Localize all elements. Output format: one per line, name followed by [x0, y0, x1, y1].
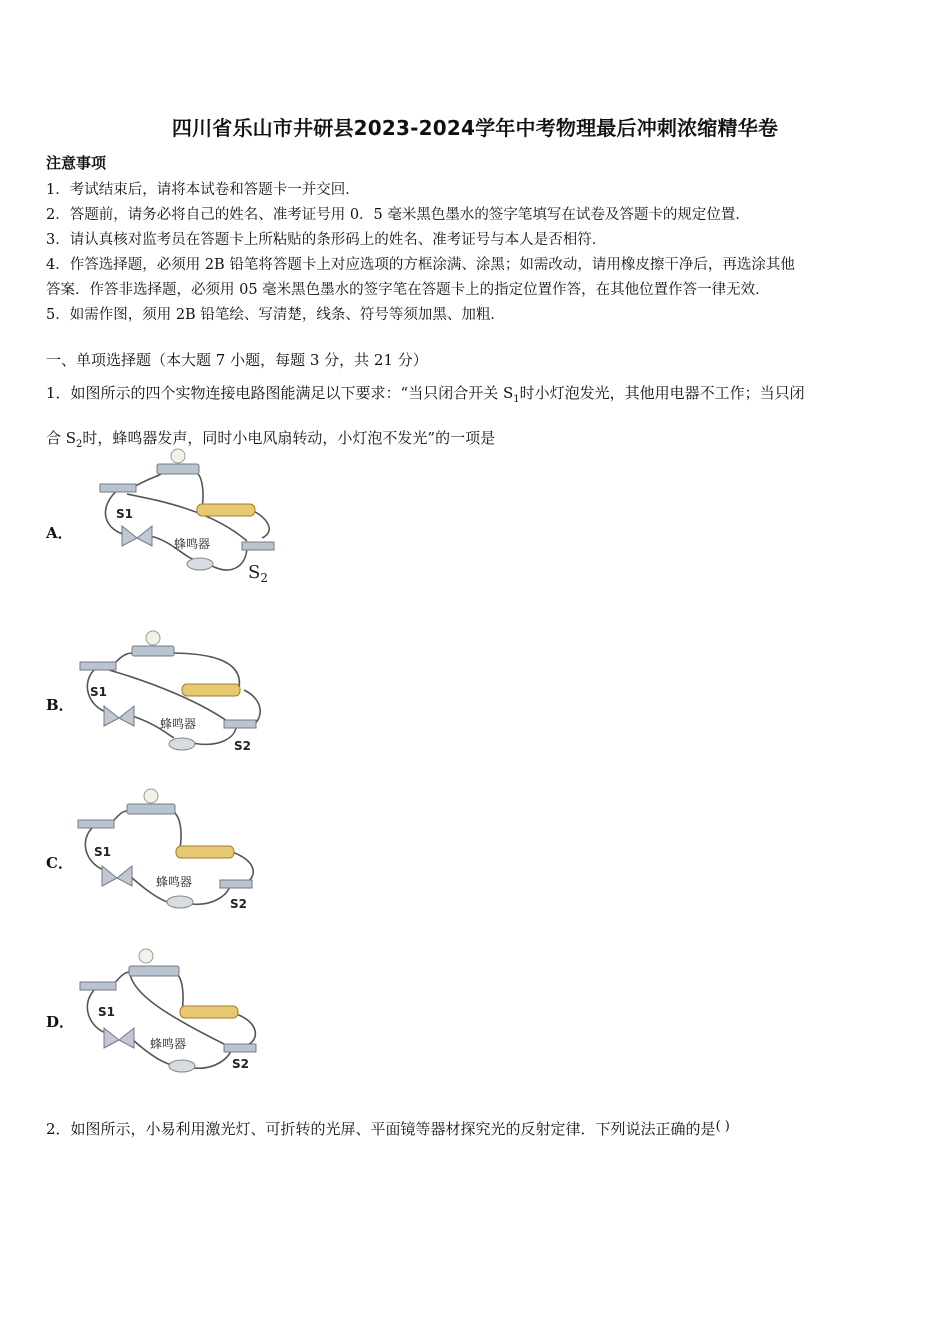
lamp-base [129, 966, 179, 976]
section-heading: 一、单项选择题（本大题 7 小题，每题 3 分，共 21 分） [46, 351, 428, 369]
switch-s1-label: S1 [94, 845, 111, 859]
fan-icon [122, 526, 152, 546]
switch-s1-icon [100, 484, 136, 492]
buzzer-label: 蜂鸣器 [174, 537, 211, 551]
option-a-label[interactable]: A． [46, 524, 73, 542]
notice-item: 1．考试结束后，请将本试卷和答题卡一并交回． [46, 182, 360, 198]
fan-icon [104, 1028, 134, 1048]
buzzer-icon [169, 738, 195, 750]
option-c-circuit [72, 786, 272, 916]
switch-s1-label: S1 [116, 507, 133, 521]
option-b-label[interactable]: B． [46, 696, 74, 714]
battery-icon [197, 504, 255, 516]
page-title: 四川省乐山市井研县2023-2024学年中考物理最后冲刺浓缩精华卷 [171, 116, 779, 140]
bulb-icon [144, 789, 158, 803]
switch-s2-label: S2 [232, 1057, 249, 1071]
buzzer-icon [169, 1060, 195, 1072]
lamp-base [157, 464, 199, 474]
fan-icon [104, 706, 134, 726]
switch-s2-icon [224, 1044, 256, 1052]
switch-s2-label: S2 [234, 739, 251, 753]
option-d-label[interactable]: D． [46, 1013, 75, 1031]
notice-item: 4．作答选择题，必须用 2B 铅笔将答题卡上对应选项的方框涂满、涂黑；如需改动，请用橡皮擦干净后，再选涂其他 [46, 257, 795, 273]
notice-item: 2．答题前，请务必将自己的姓名、准考证号用 0．5 毫米黑色墨水的签字笔填写在试卷及答题卡的规定位置． [46, 207, 750, 223]
fan-icon [102, 866, 132, 886]
question-2 [46, 1118, 730, 1139]
buzzer-icon [167, 896, 193, 908]
switch-s1-icon [80, 662, 116, 670]
switch-s2-icon [242, 542, 274, 550]
battery-icon [176, 846, 234, 858]
switch-s2-label: $S_2$ [248, 562, 268, 585]
buzzer-label: 蜂鸣器 [150, 1037, 187, 1051]
question-2-text: 2．如图所示，小易利用激光灯、可折转的光屏、平面镜等器材探究光的反射定律．下列说法正确的是 [46, 1120, 716, 1138]
buzzer-icon [187, 558, 213, 570]
bulb-icon [139, 949, 153, 963]
question-1-line-2: 合 $S_2$时，蜂鸣器发声，同时小电风扇转动，小灯泡不发光”的一项是 [46, 429, 496, 450]
notice-item: 答案．作答非选择题，必须用 05 毫米黑色墨水的签字笔在答题卡上的指定位置作答，在其他位置作答一律无效． [46, 282, 770, 298]
battery-icon [180, 1006, 238, 1018]
bulb-icon [146, 631, 160, 645]
switch-s2-label: S2 [230, 897, 247, 911]
notice-list [46, 178, 906, 328]
switch-s1-label: S1 [98, 1005, 115, 1019]
switch-s1-icon [78, 820, 114, 828]
answer-paren: ( ) [715, 1119, 730, 1134]
option-b-circuit [74, 628, 274, 758]
notice-heading: 注意事项 [46, 154, 107, 172]
buzzer-label: 蜂鸣器 [156, 875, 193, 889]
switch-s1-icon [80, 982, 116, 990]
switch-s1-label: S1 [90, 685, 107, 699]
battery-icon [182, 684, 240, 696]
bulb-icon [171, 449, 185, 463]
switch-s2-icon [220, 880, 252, 888]
lamp-base [127, 804, 175, 814]
option-c-label[interactable]: C． [46, 854, 73, 872]
question-1-line-1: 1．如图所示的四个实物连接电路图能满足以下要求：“当只闭合开关 $S_1$时小灯泡发光，其他用电器不工作；当只闭 [46, 384, 805, 405]
notice-item: 3．请认真核对监考员在答题卡上所粘贴的条形码上的姓名、准考证号与本人是否相符． [46, 232, 607, 248]
option-a-circuit [92, 446, 292, 586]
option-d-circuit [74, 944, 274, 1080]
buzzer-label: 蜂鸣器 [160, 717, 197, 731]
notice-item: 5．如需作图，须用 2B 铅笔绘、写清楚，线条、符号等须加黑、加粗． [46, 307, 505, 323]
switch-s2-icon [224, 720, 256, 728]
lamp-base [132, 646, 174, 656]
